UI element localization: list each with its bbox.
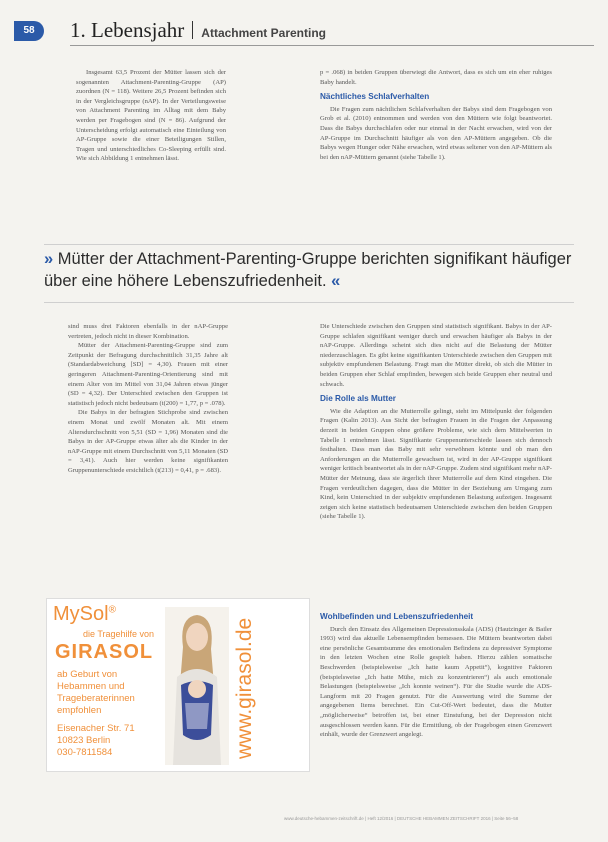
column-mid-left [68,322,228,584]
ad-street: Eisenacher Str. 71 [57,723,135,734]
page-header [14,18,594,48]
ad-city: 10823 Berlin [57,735,111,746]
paragraph: Insgesamt 63,5 Prozent der Mütter lassen sich der sogenannten Attachment-Parenting-Gruppe (AP) zuordnen (N = 118). Weitere 26,5 Prozent befinden sich in der Vergleichsgruppe (nAP). In der Verteilungsweise von Attachment Parenting im Alltag mit dem Baby werden per Fragebogen sind (N = 86). Aufgrund der Unterscheidung erfolgt automatisch eine Einteilung von AP-Gruppe sowie die einer Beteiligungen Stillen, Tragen und unterschiedliches Co-Sleeping erfüllt sind. Wie sich Abbildung 1 entnehmen lässt. [76,69,226,163]
ad-tagline: die Tragehilfe von [83,629,155,639]
subheading-mother-role: Die Rolle als Mutter [320,394,396,404]
column-bottom-right [320,612,552,802]
title-divider [192,21,193,39]
ad-phone: 030-7811584 [57,747,113,758]
paragraph: Durch den Einsatz des Allgemeinen Depressionsskala (ADS) (Hautzinger & Bailer 1993) wird das aktuelle Lebensempfinden bemessen. Die Müttern beantworten dabei eine persönliche Gesamtsumme des emotionalen Befindens zu depressiver Symptome in den letzten Wochen eine Rolle gespielt haben. Hierzu zählen somatische Beschwerden (beispielsweise „Ich hatte kaum Appetit“), kognitive Faktoren (beispielsweise „Ich hatte Mühe, mich zu konzentrieren“) als auch emotionale Belastungen (beispielsweise „Ich konnte weinen“). Für die Studie wurde die ADS-Langform mit 20 Fragen genutzt. Für die Auswertung wird die Summe der angegebenen Items berechnet. Ein Cut-Off-Wert bedeutet, dass die Mutter „möglicherweise“ betroffen ist, bei einer Einstufung, bei der Depression nicht ausgeschlossen werden kann. Für die Ermittlung, ob der Fragebogen einen Grenzwert einhält, wurde der Grenzwert angelegt. [320,625,552,739]
pull-quote [44,248,574,292]
page-title [70,18,326,43]
chapter-title: 1. Lebensjahr [70,18,185,42]
mother-baby-photo [165,607,229,765]
header-rule [70,45,594,46]
paragraph: Wie die Adaption an die Mutterrolle gelingt, steht im Mittelpunkt der folgenden Fragen (Kalin 2013). Aus Sicht der befragten Frauen in die Fragen der Anpassung derzeit in beiden Gruppen ohne größere Probleme, wie sich dem Mittelwerten in Tabelle 1 entnehmen lässt. Signifikante Gruppenunterschiede lassen sich dennoch festhalten. Dass man das Baby mit sehr verwöhnen könnte und ob man den Anforderungen an die Mutterrolle gewachsen ist, wird in der AP-Gruppe signifikant weniger kritisch beantwortet als in der nAP-Gruppe. Zudem sind signifikant mehr nAP-Mütter der Meinung, dass sie ärgerlich ihrer Mutterrolle auf dem Kind eingehen. Die Fragen verdeutlichen dagegen, dass die Mütter in der Beziehung am Umgang zum Kind, kein Unterschied in der subjektiv empfundenen Belastung aufzeigen. Insgesamt zeigen sich keine statistisch bedeutsamen Unterschiede zwischen den beiden Gruppen (siehe Tabelle 1). [320,407,552,521]
paragraph: Die Babys in der befragten Stichprobe sind zwischen einem Monat und zwölf Monaten alt. Mit einem Altersdurchschnitt von 5,51 (SD = 1,96) Monaten sind die Babys in der AP-Gruppe etwas älter als die Kinder in der nAP-Gruppe mit einem Durchschnitt von 5,11 Monaten (SD = 3,41). Auch hier werden keine signifikanten Gruppenunterschiede ersichtlich (t(213) = 0,41, p = .683). [68,409,228,474]
page-footer: www.deutsche-hebammen-zeitschrift.de | Heft 12/2016 | DEUTSCHE HEBAMMEN ZEITSCHRIFT 2016 | Seite 56–58 [284,816,519,821]
column-top-right [320,68,552,238]
page-number: 58 [14,21,44,41]
column-mid-right [320,322,552,604]
paragraph: Die Unterschiede zwischen den Gruppen sind statistisch signifikant. Babys in der AP-Gruppe schlafen signifikant weniger durch und erwachen häufiger als Babys in der nAP-Gruppe. Allerdings scheint sich dies nicht auf die Belastung der Mütter niederzuschlagen. Es gibt keine signifikanten Unterschiede zwischen den Gruppen mit subjektiv empfundenen Belastung. Fragt man die Mütter direkt, ob sich die Mütter in beiden Gruppen eher Schlaf empfinden, bewegen sich beide Gruppen eher neutral und schwach. [320,323,552,388]
subheading-sleep: Nächtliches Schlafverhalten [320,92,430,102]
quote-rule-bottom [44,302,574,303]
paragraph: Die Fragen zum nächtlichen Schlafverhalten der Babys sind dem Fragebogen von Grob et al. (2010) entnommen und werden von den Müttern wie folgt beantwortet. Dass die Babys durchschlafen oder nur einmal in der Nacht erwachen, wird von der AP-Gruppe im Durchschnitt häufiger als von den AP-Müttern angegeben. Ob die Babys wegen Hunger oder Nähe erwachen, wird etwas seltener von den AP-Müttern als bei den nAP-Müttern genannt (siehe Tabelle 1). [320,105,552,161]
section-title: Attachment Parenting [201,26,326,40]
quote-close-mark: « [331,272,341,290]
quote-rule-top [44,244,574,245]
pull-quote-text: Mütter der Attachment-Parenting-Gruppe berichten signifikant häufiger über eine höhere Lebenszufriedenheit. [44,250,572,290]
paragraph: p = .068) in beiden Gruppen überwiegt die Antwort, dass es sich um ein eher ruhiges Baby handelt. [320,69,552,86]
ad-logo: GIRASOL [55,641,154,663]
girasol-advertisement[interactable] [46,598,310,772]
ad-recommendation: ab Geburt von Hebammen und Trageberaterinnen empfohlen [57,669,135,716]
ad-address [57,723,167,759]
paragraph: Mütter der Attachment-Parenting-Gruppe sind zum Zeitpunkt der Befragung durchschnittlich 31,35 Jahre alt (Standardabweichung [SD] = 4,30). Frauen mit einer geringeren Attachment-Parenting-Orientierung sind mit einem Alter von im Mittel von 31,04 Jahren etwas jünger (SD = 4,32). Der Unterschied zwischen den Gruppen ist statistisch jedoch nicht bedeutsam (t(200) = 1,77, p = .078). [68,342,228,407]
quote-open-mark: » [44,250,54,268]
ad-website-url[interactable]: www.girasol.de [233,617,256,759]
paragraph: sind muss drei Faktoren ebenfalls in der nAP-Gruppe vertreten, jedoch nicht in dieser Kombination. [68,323,228,340]
column-top-left [76,68,226,238]
ad-brand-name: MySol® [53,603,116,625]
subheading-wellbeing: Wohlbefinden und Lebenszufriedenheit [320,612,474,621]
